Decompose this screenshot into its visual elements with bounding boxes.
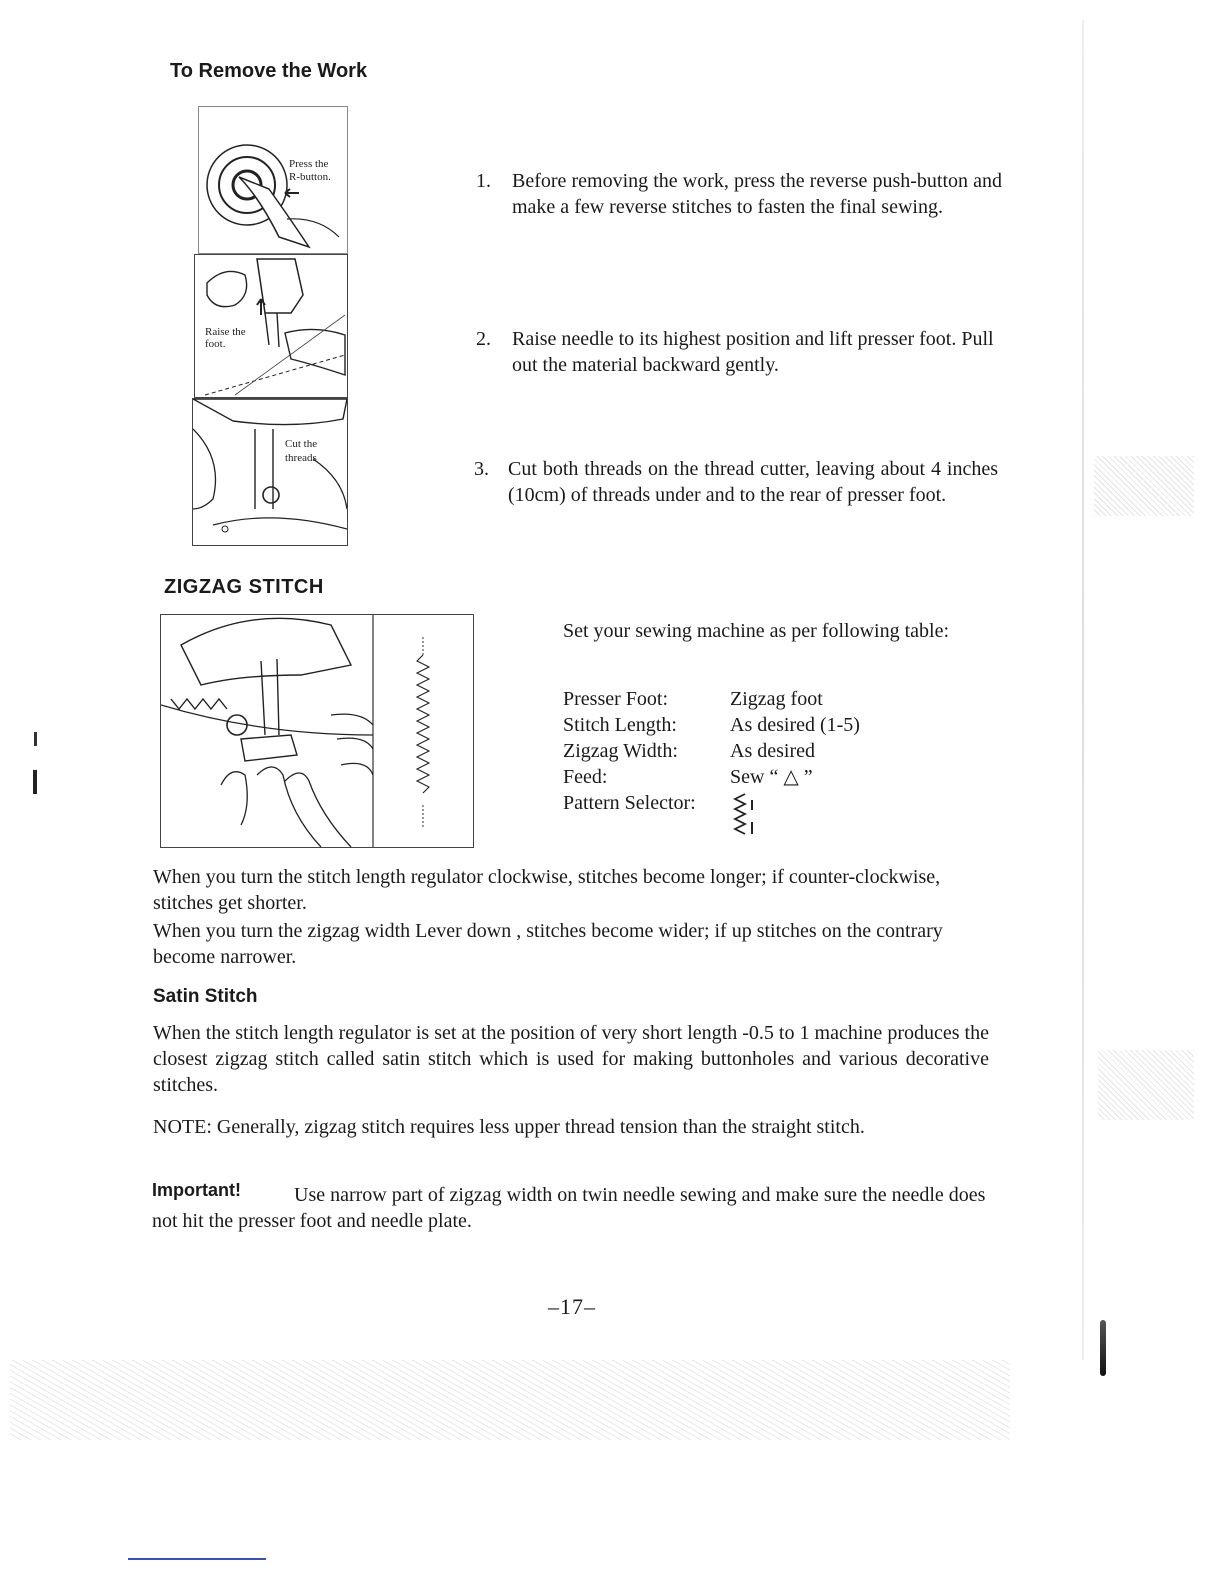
step-3 (474, 456, 1004, 536)
scan-mark-left-2 (33, 770, 37, 794)
setting-label: Pattern Selector: (563, 792, 696, 814)
fig2-caption-line2: foot. (205, 338, 226, 350)
scan-mark-left-1 (34, 732, 37, 746)
satin-stitch-paragraph: When the stitch length regulator is set at the position of very short length -0.5 to 1 machine produces the closest zigzag stitch called satin stitch which is used for making buttonholes and various decorative stitches. (153, 1022, 989, 1096)
step-2 (476, 326, 1006, 382)
fig1-caption-line1: Press the (289, 158, 329, 170)
scan-mark-right-bottom (1100, 1320, 1106, 1376)
step-text: Cut both threads on the thread cutter, leaving about 4 inches (10cm) of threads under and to the rear of presser foot. (508, 458, 998, 506)
step-text: Raise needle to its highest position and lift presser foot. Pull out the material backward gently. (512, 328, 994, 376)
setting-value: Zigzag foot (730, 688, 823, 710)
zigzag-paragraph-length: When you turn the stitch length regulator clockwise, stitches become longer; if counter-clockwise, stitches get shorter. (153, 866, 941, 914)
scan-edge-right (1082, 20, 1084, 1360)
fig2-caption-line1: Raise the (205, 326, 246, 338)
fig1-caption-line2: R-button. (289, 171, 331, 183)
setting-value: As desired (1-5) (730, 714, 860, 736)
important-label: Important! (152, 1180, 241, 1200)
settings-table (563, 686, 893, 836)
figure-zigzag-stitch (160, 614, 474, 848)
setting-label: Presser Foot: (563, 688, 668, 710)
note-paragraph: NOTE: Generally, zigzag stitch requires less upper thread tension than the straight stitch. (153, 1116, 865, 1138)
fig3-caption-line1: Cut the (285, 438, 318, 450)
setting-label: Stitch Length: (563, 714, 677, 736)
setting-value: As desired (730, 740, 815, 762)
step-1 (476, 168, 1006, 248)
page-number: –17– (548, 1294, 596, 1319)
figure-press-reverse-button (198, 106, 348, 254)
zigzag-intro: Set your sewing machine as per following table: (563, 620, 950, 642)
step-text: Before removing the work, press the reverse push-button and make a few reverse stitches to fasten the final sewing. (512, 170, 1002, 218)
figure-raise-presser-foot (194, 254, 348, 398)
step-number: 3. (474, 458, 489, 480)
zigzag-paragraph-width: When you turn the zigzag width Lever down , stitches become wider; if up stitches on the contrary become narrower. (153, 920, 943, 968)
scan-speckle-bottom (10, 1360, 1010, 1440)
section-heading-remove-work: To Remove the Work (170, 60, 368, 82)
satin-stitch-heading: Satin Stitch (153, 986, 258, 1007)
scan-speckle-right-1 (1094, 456, 1194, 516)
scan-speckle-right-2 (1098, 1050, 1194, 1120)
scan-underline-bottom (128, 1558, 266, 1560)
step-number: 1. (476, 170, 491, 192)
figure-cut-threads (192, 398, 348, 546)
important-text: Use narrow part of zigzag width on twin needle sewing and make sure the needle does not hit the presser foot and needle plate. (152, 1184, 986, 1232)
step-number: 2. (476, 328, 491, 350)
zigzag-pattern-icon (733, 792, 755, 843)
setting-label: Zigzag Width: (563, 740, 678, 762)
setting-label: Feed: (563, 766, 608, 788)
section-heading-zigzag: ZIGZAG STITCH (164, 576, 324, 598)
setting-value: Sew “ △ ” (730, 766, 813, 788)
fig3-caption-line2: threads (285, 452, 317, 464)
